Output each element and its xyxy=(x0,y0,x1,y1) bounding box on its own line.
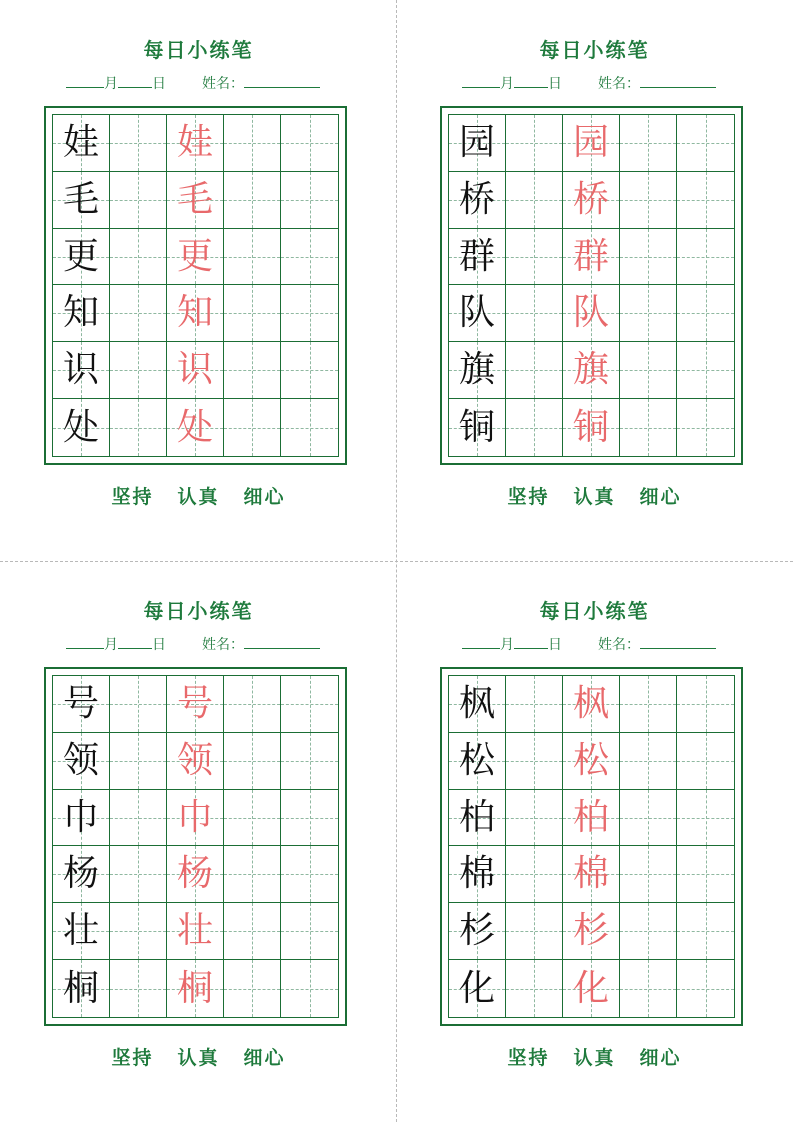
grid-cell[interactable] xyxy=(110,846,167,903)
grid-cell[interactable] xyxy=(449,342,506,399)
trace-character: 识 xyxy=(176,349,213,391)
model-character: 队 xyxy=(458,292,495,334)
model-character: 棉 xyxy=(458,853,495,895)
motto-word: 细心 xyxy=(639,1047,682,1069)
tianzige-grid-frame xyxy=(44,667,347,1026)
motto-word: 认真 xyxy=(177,486,220,508)
model-character: 铜 xyxy=(458,406,495,448)
name-blank[interactable] xyxy=(640,73,716,88)
trace-character: 桐 xyxy=(176,967,213,1009)
grid-cell[interactable] xyxy=(449,285,506,342)
grid-cell[interactable] xyxy=(110,229,167,286)
grid-cell[interactable] xyxy=(563,903,620,960)
name-label: 姓名： xyxy=(598,637,640,653)
grid-cell[interactable] xyxy=(281,733,338,790)
grid-cell[interactable] xyxy=(53,846,110,903)
practice-card xyxy=(0,561,397,1122)
grid-cell[interactable] xyxy=(449,172,506,229)
grid-cell[interactable] xyxy=(449,960,506,1017)
month-label: 月 xyxy=(500,76,514,92)
grid-cell[interactable] xyxy=(281,960,338,1017)
grid-cell[interactable] xyxy=(620,846,677,903)
name-blank[interactable] xyxy=(244,73,320,88)
grid-cell[interactable] xyxy=(563,399,620,456)
month-blank[interactable] xyxy=(66,634,104,649)
card-title: 每日小练笔 xyxy=(143,38,254,62)
model-character: 壮 xyxy=(62,910,99,952)
trace-character: 园 xyxy=(572,121,609,163)
month-label: 月 xyxy=(500,637,514,653)
grid-cell[interactable] xyxy=(506,846,563,903)
trace-character: 枫 xyxy=(572,682,609,724)
grid-cell[interactable] xyxy=(110,903,167,960)
card-title: 每日小练笔 xyxy=(539,599,650,623)
grid-cell[interactable] xyxy=(224,342,281,399)
trace-character: 处 xyxy=(176,406,213,448)
trace-character: 更 xyxy=(176,235,213,277)
motto-word: 认真 xyxy=(573,486,616,508)
grid-cell[interactable] xyxy=(677,342,734,399)
grid-cell[interactable] xyxy=(224,903,281,960)
grid-cell[interactable] xyxy=(53,172,110,229)
grid-cell[interactable] xyxy=(167,399,224,456)
grid-cell[interactable] xyxy=(506,903,563,960)
grid-cell[interactable] xyxy=(620,229,677,286)
model-character: 更 xyxy=(62,235,99,277)
grid-cell[interactable] xyxy=(281,342,338,399)
grid-cell[interactable] xyxy=(281,229,338,286)
trace-character: 松 xyxy=(572,739,609,781)
grid-cell[interactable] xyxy=(224,172,281,229)
trace-character: 壮 xyxy=(176,910,213,952)
practice-card xyxy=(396,561,793,1122)
model-character: 桐 xyxy=(62,967,99,1009)
practice-card xyxy=(396,0,793,561)
grid-cell[interactable] xyxy=(677,790,734,847)
day-label: 日 xyxy=(548,637,562,653)
name-label: 姓名： xyxy=(598,76,640,92)
grid-cell[interactable] xyxy=(224,399,281,456)
date-name-line xyxy=(66,73,356,93)
grid-cell[interactable] xyxy=(167,790,224,847)
grid-cell[interactable] xyxy=(563,229,620,286)
model-character: 旗 xyxy=(458,349,495,391)
grid-cell[interactable] xyxy=(110,115,167,172)
grid-cell[interactable] xyxy=(53,733,110,790)
grid-cell[interactable] xyxy=(167,960,224,1017)
grid-cell[interactable] xyxy=(620,399,677,456)
motto xyxy=(0,1043,397,1070)
grid-cell[interactable] xyxy=(506,229,563,286)
tianzige-grid xyxy=(448,675,735,1018)
model-character: 毛 xyxy=(62,178,99,220)
grid-cell[interactable] xyxy=(620,960,677,1017)
grid-cell[interactable] xyxy=(620,342,677,399)
model-character: 化 xyxy=(458,967,495,1009)
trace-character: 号 xyxy=(176,682,213,724)
month-label: 月 xyxy=(104,637,118,653)
grid-cell[interactable] xyxy=(281,846,338,903)
grid-cell[interactable] xyxy=(677,733,734,790)
grid-cell[interactable] xyxy=(449,733,506,790)
grid-cell[interactable] xyxy=(224,733,281,790)
trace-character: 化 xyxy=(572,967,609,1009)
grid-cell[interactable] xyxy=(677,960,734,1017)
grid-cell[interactable] xyxy=(506,285,563,342)
trace-character: 知 xyxy=(176,292,213,334)
grid-cell[interactable] xyxy=(53,676,110,733)
motto-word: 坚持 xyxy=(507,486,550,508)
day-label: 日 xyxy=(152,76,166,92)
trace-character: 娃 xyxy=(176,121,213,163)
tianzige-grid-frame xyxy=(44,106,347,465)
month-label: 月 xyxy=(104,76,118,92)
grid-cell[interactable] xyxy=(563,342,620,399)
model-character: 领 xyxy=(62,739,99,781)
month-blank[interactable] xyxy=(462,634,500,649)
tianzige-grid xyxy=(448,114,735,457)
grid-cell[interactable] xyxy=(563,676,620,733)
grid-cell[interactable] xyxy=(677,676,734,733)
grid-cell[interactable] xyxy=(563,285,620,342)
card-title: 每日小练笔 xyxy=(143,599,254,623)
grid-cell[interactable] xyxy=(563,790,620,847)
grid-cell[interactable] xyxy=(677,172,734,229)
day-blank[interactable] xyxy=(118,73,152,88)
day-label: 日 xyxy=(152,637,166,653)
grid-cell[interactable] xyxy=(620,676,677,733)
name-blank[interactable] xyxy=(244,634,320,649)
model-character: 杉 xyxy=(458,910,495,952)
grid-cell[interactable] xyxy=(53,903,110,960)
model-character: 识 xyxy=(62,349,99,391)
month-blank[interactable] xyxy=(462,73,500,88)
grid-cell[interactable] xyxy=(281,285,338,342)
grid-cell[interactable] xyxy=(224,285,281,342)
grid-cell[interactable] xyxy=(224,960,281,1017)
trace-character: 杉 xyxy=(572,910,609,952)
grid-cell[interactable] xyxy=(110,172,167,229)
model-character: 群 xyxy=(458,235,495,277)
model-character: 处 xyxy=(62,406,99,448)
trace-character: 桥 xyxy=(572,178,609,220)
grid-cell[interactable] xyxy=(563,115,620,172)
motto-word: 坚持 xyxy=(111,486,154,508)
motto-word: 细心 xyxy=(243,486,286,508)
model-character: 巾 xyxy=(62,796,99,838)
grid-cell[interactable] xyxy=(110,790,167,847)
model-character: 号 xyxy=(62,682,99,724)
model-character: 柏 xyxy=(458,796,495,838)
grid-cell[interactable] xyxy=(506,172,563,229)
name-label: 姓名： xyxy=(202,637,244,653)
model-character: 枫 xyxy=(458,682,495,724)
grid-cell[interactable] xyxy=(449,115,506,172)
tianzige-grid-frame xyxy=(440,106,743,465)
grid-cell[interactable] xyxy=(620,790,677,847)
trace-character: 旗 xyxy=(572,349,609,391)
grid-cell[interactable] xyxy=(449,903,506,960)
grid-cell[interactable] xyxy=(563,733,620,790)
grid-cell[interactable] xyxy=(281,399,338,456)
grid-cell[interactable] xyxy=(110,676,167,733)
grid-cell[interactable] xyxy=(620,733,677,790)
motto-word: 细心 xyxy=(639,486,682,508)
tianzige-grid xyxy=(52,675,339,1018)
grid-cell[interactable] xyxy=(563,172,620,229)
trace-character: 毛 xyxy=(176,178,213,220)
grid-cell[interactable] xyxy=(281,115,338,172)
grid-cell[interactable] xyxy=(563,960,620,1017)
grid-cell[interactable] xyxy=(449,846,506,903)
trace-character: 杨 xyxy=(176,853,213,895)
tianzige-grid-frame xyxy=(440,667,743,1026)
grid-cell[interactable] xyxy=(110,733,167,790)
grid-cell[interactable] xyxy=(281,676,338,733)
grid-cell[interactable] xyxy=(281,903,338,960)
grid-cell[interactable] xyxy=(167,342,224,399)
grid-cell[interactable] xyxy=(506,115,563,172)
grid-cell[interactable] xyxy=(110,960,167,1017)
model-character: 知 xyxy=(62,292,99,334)
trace-character: 铜 xyxy=(572,406,609,448)
date-name-line xyxy=(462,73,752,93)
grid-cell[interactable] xyxy=(224,115,281,172)
model-character: 桥 xyxy=(458,178,495,220)
trace-character: 领 xyxy=(176,739,213,781)
motto-word: 坚持 xyxy=(111,1047,154,1069)
motto xyxy=(0,482,397,509)
model-character: 松 xyxy=(458,739,495,781)
trace-character: 群 xyxy=(572,235,609,277)
grid-cell[interactable] xyxy=(167,229,224,286)
card-title: 每日小练笔 xyxy=(539,38,650,62)
grid-cell[interactable] xyxy=(224,229,281,286)
grid-cell[interactable] xyxy=(167,846,224,903)
grid-cell[interactable] xyxy=(677,115,734,172)
name-label: 姓名： xyxy=(202,76,244,92)
grid-cell[interactable] xyxy=(281,790,338,847)
grid-cell[interactable] xyxy=(506,342,563,399)
grid-cell[interactable] xyxy=(224,790,281,847)
grid-cell[interactable] xyxy=(620,903,677,960)
grid-cell[interactable] xyxy=(620,115,677,172)
trace-character: 柏 xyxy=(572,796,609,838)
motto-word: 认真 xyxy=(573,1047,616,1069)
grid-cell[interactable] xyxy=(53,399,110,456)
grid-cell[interactable] xyxy=(620,172,677,229)
month-blank[interactable] xyxy=(66,73,104,88)
motto-word: 细心 xyxy=(243,1047,286,1069)
grid-cell[interactable] xyxy=(110,342,167,399)
practice-card xyxy=(0,0,397,561)
day-blank[interactable] xyxy=(514,73,548,88)
grid-cell[interactable] xyxy=(563,846,620,903)
trace-character: 队 xyxy=(572,292,609,334)
grid-cell[interactable] xyxy=(110,399,167,456)
grid-cell[interactable] xyxy=(167,172,224,229)
date-name-line xyxy=(66,634,356,654)
grid-cell[interactable] xyxy=(449,676,506,733)
grid-cell[interactable] xyxy=(677,285,734,342)
grid-cell[interactable] xyxy=(167,285,224,342)
tianzige-grid xyxy=(52,114,339,457)
name-blank[interactable] xyxy=(640,634,716,649)
grid-cell[interactable] xyxy=(506,790,563,847)
grid-cell[interactable] xyxy=(53,285,110,342)
grid-cell[interactable] xyxy=(53,342,110,399)
motto-word: 坚持 xyxy=(507,1047,550,1069)
grid-cell[interactable] xyxy=(449,399,506,456)
grid-cell[interactable] xyxy=(224,676,281,733)
grid-cell[interactable] xyxy=(167,903,224,960)
motto-word: 认真 xyxy=(177,1047,220,1069)
grid-cell[interactable] xyxy=(167,115,224,172)
grid-cell[interactable] xyxy=(677,846,734,903)
grid-cell[interactable] xyxy=(167,733,224,790)
trace-character: 巾 xyxy=(176,796,213,838)
grid-cell[interactable] xyxy=(449,229,506,286)
grid-cell[interactable] xyxy=(110,285,167,342)
grid-cell[interactable] xyxy=(677,399,734,456)
model-character: 园 xyxy=(458,121,495,163)
date-name-line xyxy=(462,634,752,654)
grid-cell[interactable] xyxy=(53,229,110,286)
grid-cell[interactable] xyxy=(53,960,110,1017)
grid-cell[interactable] xyxy=(167,676,224,733)
grid-cell[interactable] xyxy=(53,115,110,172)
grid-cell[interactable] xyxy=(677,903,734,960)
grid-cell[interactable] xyxy=(506,960,563,1017)
grid-cell[interactable] xyxy=(506,399,563,456)
grid-cell[interactable] xyxy=(506,676,563,733)
grid-cell[interactable] xyxy=(620,285,677,342)
day-label: 日 xyxy=(548,76,562,92)
model-character: 娃 xyxy=(62,121,99,163)
grid-cell[interactable] xyxy=(506,733,563,790)
model-character: 杨 xyxy=(62,853,99,895)
grid-cell[interactable] xyxy=(677,229,734,286)
day-blank[interactable] xyxy=(514,634,548,649)
motto xyxy=(396,482,793,509)
trace-character: 棉 xyxy=(572,853,609,895)
day-blank[interactable] xyxy=(118,634,152,649)
grid-cell[interactable] xyxy=(53,790,110,847)
motto xyxy=(396,1043,793,1070)
grid-cell[interactable] xyxy=(224,846,281,903)
grid-cell[interactable] xyxy=(281,172,338,229)
grid-cell[interactable] xyxy=(449,790,506,847)
